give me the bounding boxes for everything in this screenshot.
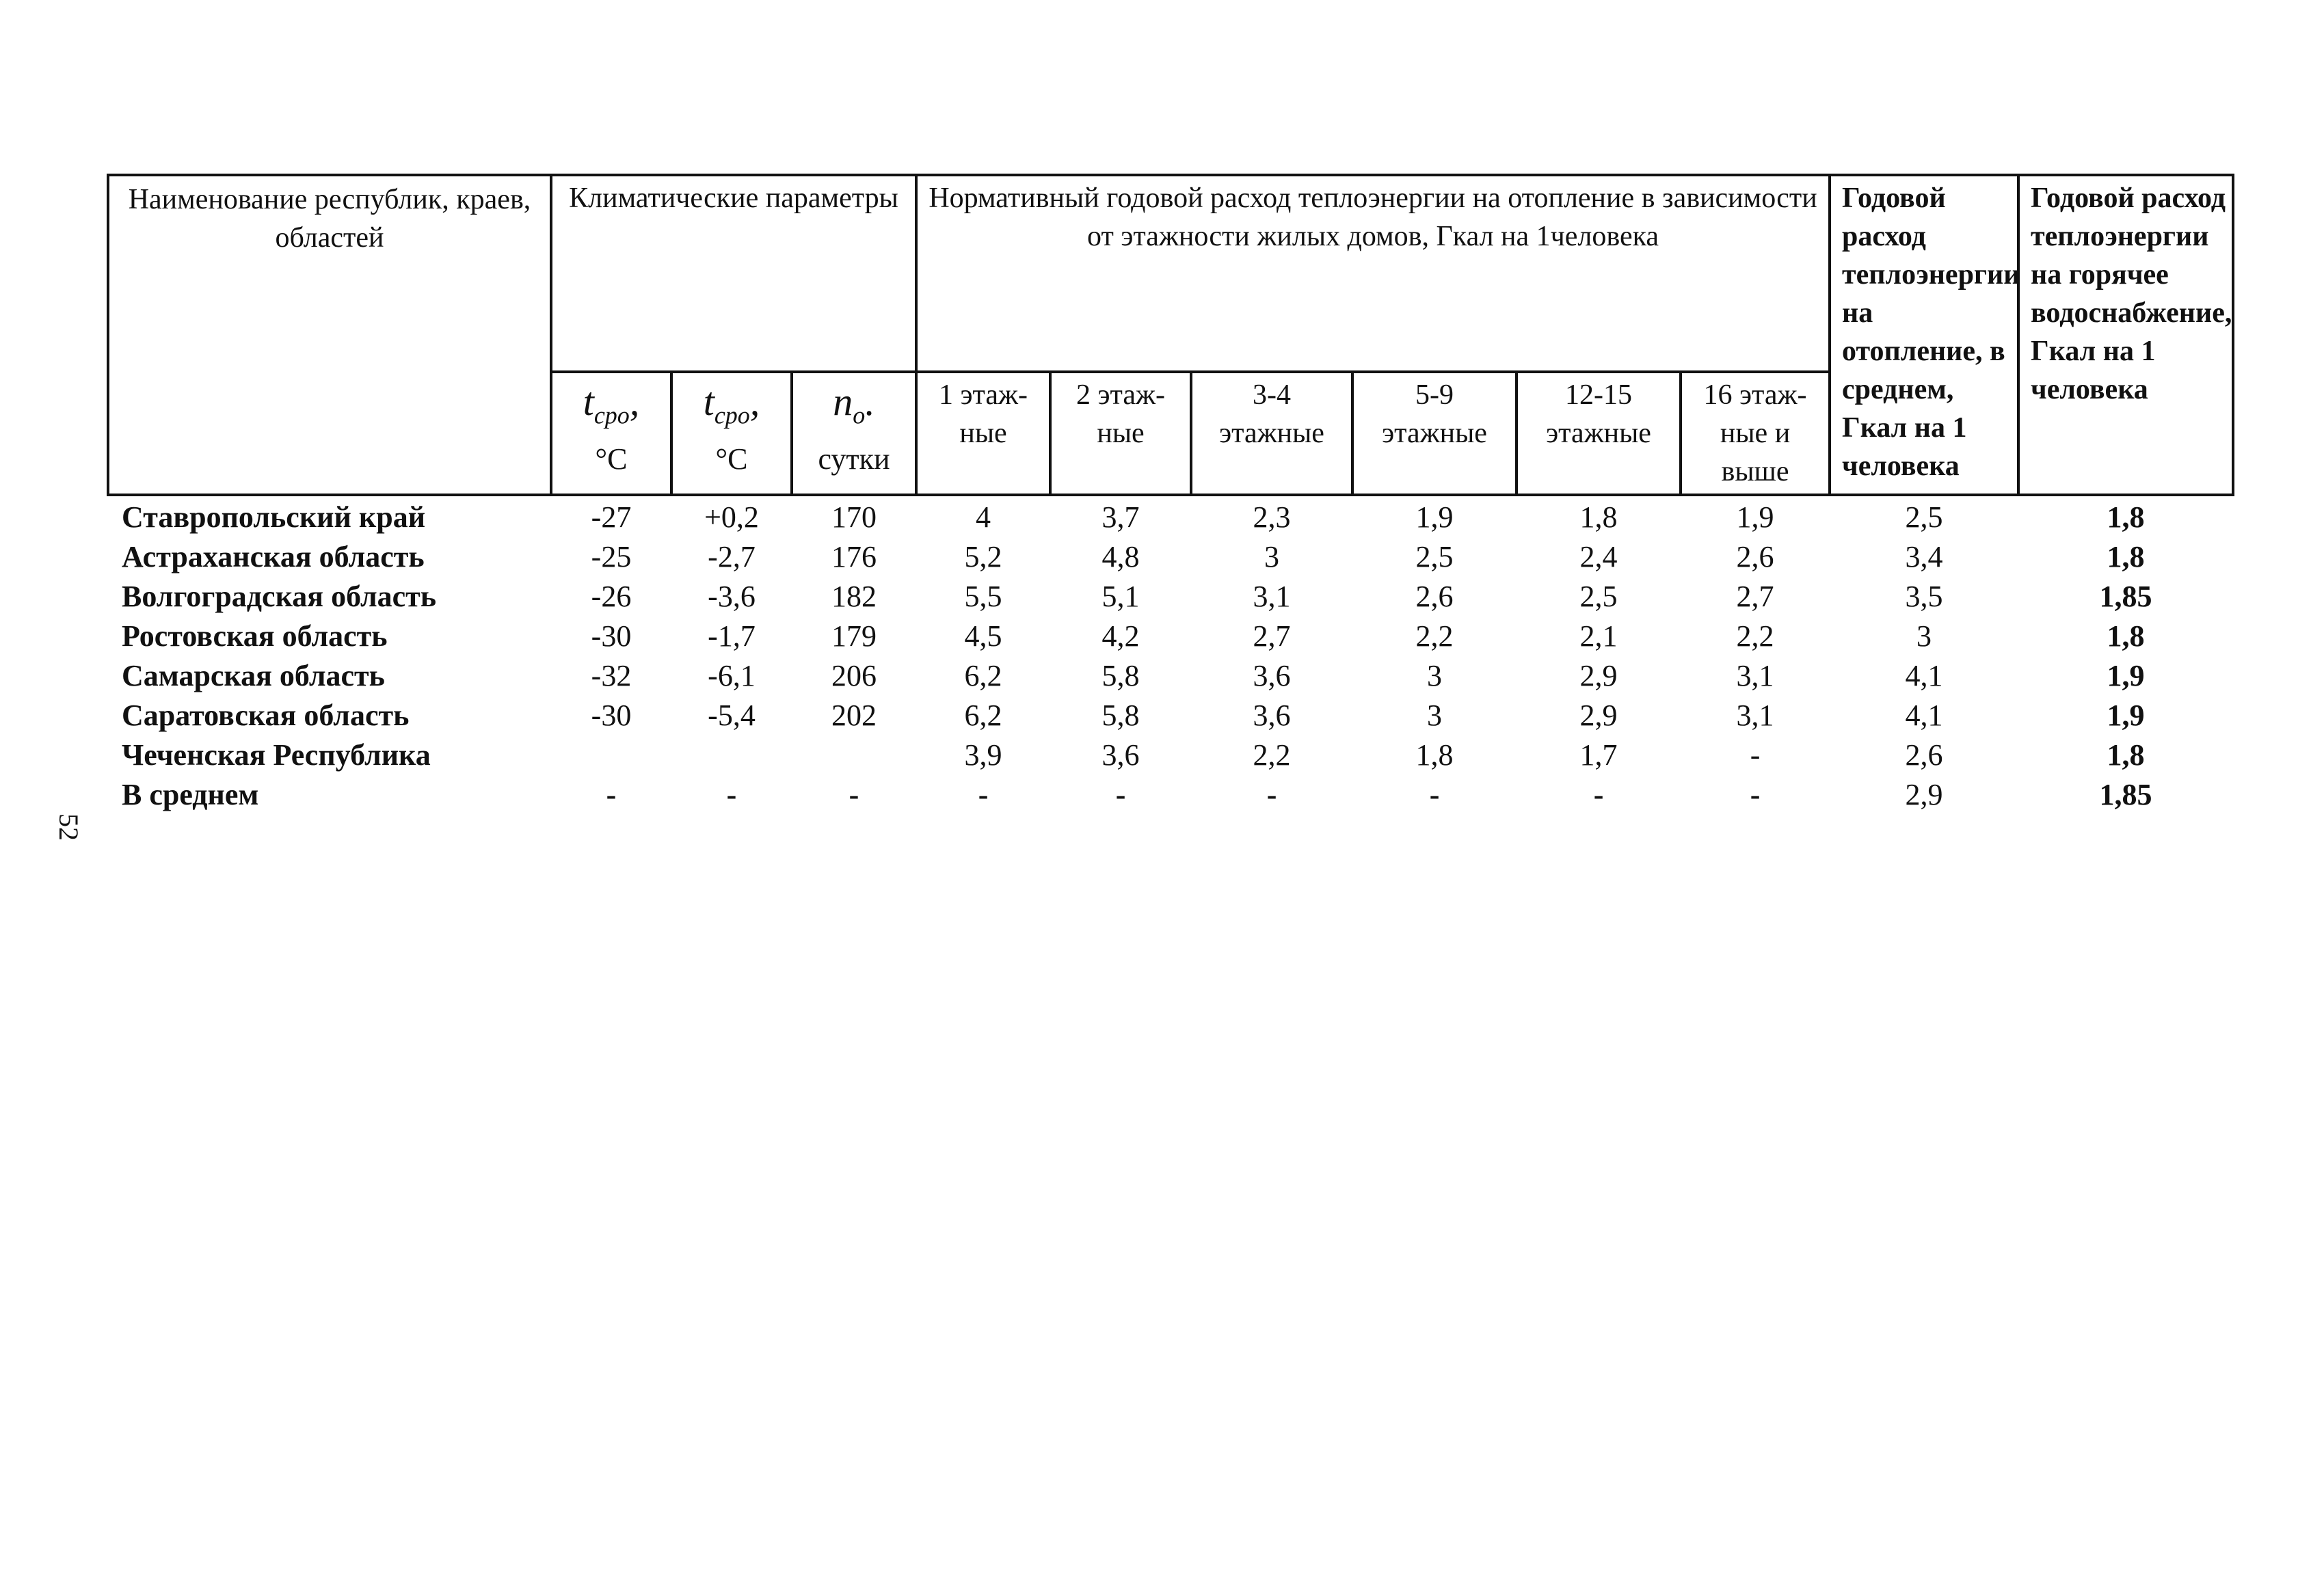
table-row	[108, 656, 2233, 696]
header-hot-water: Годовой расход теплоэнергии на горячее водоснабжение, Гкал на 1 человека	[2018, 175, 2233, 495]
cell-f3: 3,6	[1253, 659, 1291, 692]
cell-f4: -	[1429, 778, 1440, 811]
cell-f1: 6,2	[964, 699, 1002, 732]
region-name: Самарская область	[122, 659, 385, 692]
cell-f4: 3	[1427, 699, 1443, 732]
cell-hw: 1,8	[2107, 738, 2145, 772]
cell-f5: -	[1593, 778, 1604, 811]
cell-f1: 3,9	[964, 738, 1002, 772]
header-n-days: $n_o$. сутки	[792, 372, 916, 495]
cell-f4: 3	[1427, 659, 1443, 692]
region-name: Саратовская область	[122, 699, 410, 732]
region-name: Чеченская Республика	[122, 738, 431, 772]
cell-f4: 2,5	[1415, 540, 1454, 573]
cell-f5: 2,4	[1579, 540, 1618, 573]
cell-t2: -	[726, 778, 737, 811]
cell-f6: 2,7	[1736, 580, 1774, 613]
cell-f5: 2,9	[1579, 659, 1618, 692]
cell-hw: 1,8	[2107, 540, 2145, 573]
cell-f4: 2,2	[1415, 619, 1454, 653]
table-row	[108, 696, 2233, 735]
cell-f2: 5,8	[1101, 699, 1140, 732]
cell-f4: 1,9	[1415, 500, 1454, 534]
header-t-avg-2: $t_{сро}$, °С	[671, 372, 792, 495]
cell-n: -	[849, 778, 859, 811]
cell-n: 170	[831, 500, 877, 534]
cell-t1: -25	[591, 540, 632, 573]
cell-f5: 2,9	[1579, 699, 1618, 732]
header-floors-12-15: 12-15 этажные	[1517, 372, 1681, 495]
cell-t1	[551, 735, 671, 775]
cell-avg: 3	[1916, 619, 1932, 653]
header-floors-5-9: 5-9 этажные	[1352, 372, 1517, 495]
cell-f3: -	[1266, 778, 1277, 811]
cell-f2: 5,8	[1101, 659, 1140, 692]
cell-f5: 1,7	[1579, 738, 1618, 772]
header-region-name: Наименование республик, краев, областей	[108, 175, 551, 495]
cell-f3: 3,6	[1253, 699, 1291, 732]
cell-avg: 2,6	[1905, 738, 1943, 772]
cell-f6: 1,9	[1736, 500, 1774, 534]
cell-f3: 2,3	[1253, 500, 1291, 534]
cell-f1: 4	[976, 500, 991, 534]
cell-f6: -	[1750, 738, 1761, 772]
header-avg-heating: Годовой расход теплоэнергии на отопление, в среднем, Гкал на 1 человека	[1830, 175, 2018, 495]
region-name: Ростовская область	[122, 619, 388, 653]
cell-t1: -30	[591, 699, 632, 732]
cell-hw: 1,85	[2099, 580, 2152, 613]
header-floors-1: 1 этаж-ные	[916, 372, 1050, 495]
table-row	[108, 495, 2233, 537]
header-floors-3-4: 3-4 этажные	[1191, 372, 1352, 495]
cell-hw: 1,8	[2107, 500, 2145, 534]
region-name: Астраханская область	[122, 540, 425, 573]
cell-n	[792, 735, 916, 775]
cell-f6: 3,1	[1736, 659, 1774, 692]
cell-t1: -27	[591, 500, 632, 534]
cell-avg: 3,5	[1905, 580, 1943, 613]
cell-f3: 3,1	[1253, 580, 1291, 613]
cell-f4: 2,6	[1415, 580, 1454, 613]
table-row	[108, 537, 2233, 577]
cell-t1: -30	[591, 619, 632, 653]
cell-f1: 4,5	[964, 619, 1002, 653]
cell-n: 179	[831, 619, 877, 653]
header-climate-parameters: Климатические параметры	[551, 175, 916, 372]
cell-t1: -32	[591, 659, 632, 692]
page-number: 52	[53, 813, 84, 841]
cell-hw: 1,85	[2099, 778, 2152, 811]
cell-f6: 2,2	[1736, 619, 1774, 653]
region-name: В среднем	[122, 778, 259, 811]
cell-f3: 3	[1264, 540, 1280, 573]
region-name: Волгоградская область	[122, 580, 437, 613]
table-row	[108, 617, 2233, 656]
cell-avg: 4,1	[1905, 699, 1943, 732]
cell-hw: 1,9	[2107, 699, 2145, 732]
cell-f1: 5,2	[964, 540, 1002, 573]
cell-t2: -3,6	[708, 580, 756, 613]
heat-consumption-table	[107, 174, 2234, 815]
cell-avg: 3,4	[1905, 540, 1943, 573]
header-t-avg-1: $t_{сро}$, °С	[551, 372, 671, 495]
header-floors-2: 2 этаж-ные	[1050, 372, 1191, 495]
cell-f4: 1,8	[1415, 738, 1454, 772]
cell-n: 202	[831, 699, 877, 732]
cell-t2: +0,2	[704, 500, 759, 534]
cell-avg: 4,1	[1905, 659, 1943, 692]
header-floors-16-plus: 16 этаж-ные и выше	[1681, 372, 1830, 495]
cell-t2: -5,4	[708, 699, 756, 732]
region-name: Ставропольский край	[122, 500, 426, 534]
cell-f2: 5,1	[1101, 580, 1140, 613]
cell-f2: 4,8	[1101, 540, 1140, 573]
cell-f5: 1,8	[1579, 500, 1618, 534]
table-row-average	[108, 775, 2233, 815]
cell-t1: -26	[591, 580, 632, 613]
cell-f5: 2,5	[1579, 580, 1618, 613]
table-row	[108, 735, 2233, 775]
cell-t1: -	[606, 778, 617, 811]
cell-n: 206	[831, 659, 877, 692]
cell-f6: -	[1750, 778, 1761, 811]
cell-t2	[671, 735, 792, 775]
cell-f6: 2,6	[1736, 540, 1774, 573]
table-row	[108, 577, 2233, 617]
cell-f2: 3,7	[1101, 500, 1140, 534]
header-normative-heating: Нормативный годовой расход теплоэнергии на отопление в зависимости от этажности жилых домов, Гкал на 1человека	[916, 175, 1830, 372]
cell-n: 182	[831, 580, 877, 613]
cell-n: 176	[831, 540, 877, 573]
cell-avg: 2,9	[1905, 778, 1943, 811]
cell-f6: 3,1	[1736, 699, 1774, 732]
cell-hw: 1,8	[2107, 619, 2145, 653]
cell-t2: -1,7	[708, 619, 756, 653]
cell-hw: 1,9	[2107, 659, 2145, 692]
cell-f1: 6,2	[964, 659, 1002, 692]
cell-f1: 5,5	[964, 580, 1002, 613]
cell-f2: -	[1115, 778, 1126, 811]
cell-f2: 4,2	[1101, 619, 1140, 653]
cell-f3: 2,2	[1253, 738, 1291, 772]
cell-f1: -	[978, 778, 989, 811]
cell-avg: 2,5	[1905, 500, 1943, 534]
cell-f5: 2,1	[1579, 619, 1618, 653]
cell-f2: 3,6	[1101, 738, 1140, 772]
cell-f3: 2,7	[1253, 619, 1291, 653]
cell-t2: -6,1	[708, 659, 756, 692]
cell-t2: -2,7	[708, 540, 756, 573]
